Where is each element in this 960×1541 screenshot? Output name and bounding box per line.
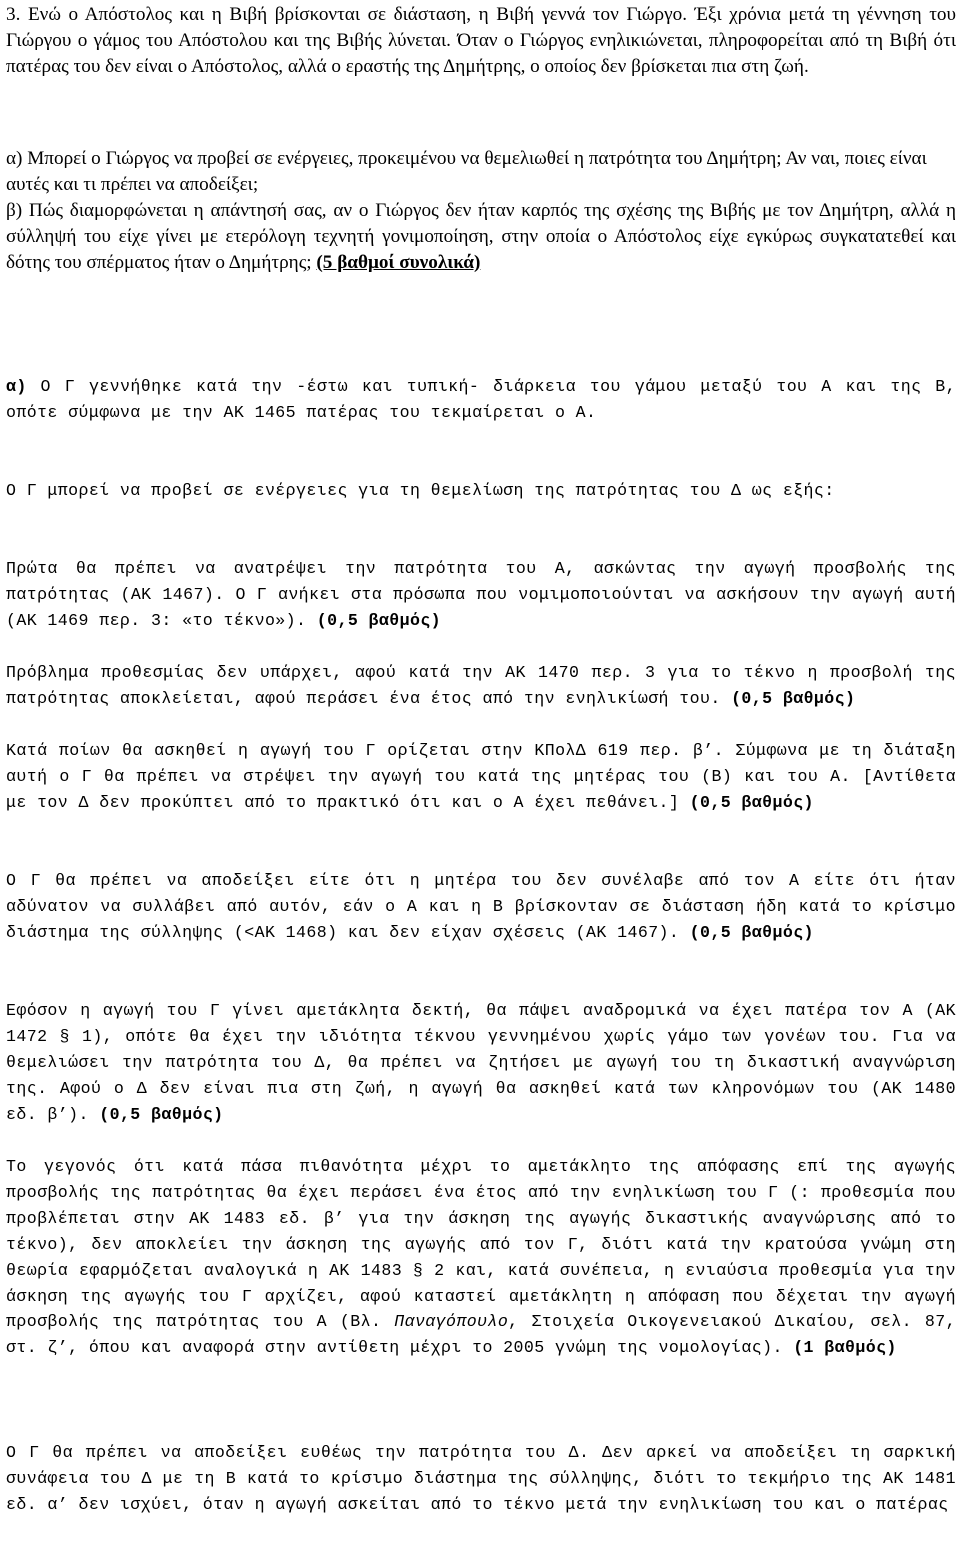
answer-paragraph-2: Ο Γ μπορεί να προβεί σε ενέργειες για τη θεμελίωση της πατρότητας του Δ ως εξής: [6,481,835,500]
question-scenario: 3. Ενώ ο Απόστολος και η Βιβή βρίσκονται σε διάσταση, η Βιβή γεννά τον Γιώργο. Έξι χρόνια μετά τη γέννηση του Γιώργου ο γάμος του Απόστολου και της Βιβής λύνεται. Όταν ο Γιώργος ενηλικιώνεται, πληροφορείται από τη Βιβή ότι πατέρας του δεν είναι ο Απόστολος, αλλά ο εραστής της Δημήτρης, ο οποίος δεν βρίσκεται πια στη ζωή. [6,4,956,77]
answer-paragraph-7 [6,998,956,1128]
question-points: (5 βαθμοί συνολικά) [316,252,481,273]
question-part-b [6,198,956,276]
cited-author: Παναγόπουλο [394,1312,509,1332]
points-badge: (0,5 βαθμός) [99,1104,224,1124]
points-badge: (0,5 βαθμός) [689,792,814,812]
answer-paragraph-4-text: Πρόβλημα προθεσμίας δεν υπάρχει, αφού κατά την ΑΚ 1470 περ. 3 για το τέκνο η προσβολή της πατρότητας αποκλείεται, αφού περάσει ένα έτος από την ενηλικίωσή του. [6,663,956,708]
answer-paragraph-6 [6,868,956,946]
question-part-a: α) Μπορεί ο Γιώργος να προβεί σε ενέργειες, προκειμένου να θεμελιωθεί η πατρότητα του Δημήτρη; Αν ναι, ποιες είναι αυτές και τι πρέπει να αποδείξει; [6,148,927,195]
answer-paragraph-6-text: Ο Γ θα πρέπει να αποδείξει είτε ότι η μητέρα του δεν συνέλαβε από τον Α είτε ότι ήταν αδύνατον να συλλάβει από αυτόν, εάν ο Α και η Β βρίσκονταν σε διάσταση ήδη κατά το κρίσιμο διάστημα της σύλληψης (<ΑΚ 1468) και δεν είχαν σχέσεις (ΑΚ 1467). [6,871,956,942]
answer-paragraph-1 [6,374,956,426]
answer-paragraph-5-text: Κατά ποίων θα ασκηθεί η αγωγή του Γ ορίζεται στην ΚΠολΔ 619 περ. β’. Σύμφωνα με τη διάταξη αυτή ο Γ θα πρέπει να στρέψει την αγωγή του κατά της μητέρας του (Β) και του Α. [Αντίθετα με τον Δ δεν προκύπτει από το πρακτικό ότι και ο Α έχει πεθάνει.] [6,741,956,812]
points-badge: (0,5 βαθμός) [689,922,814,942]
answer-paragraph-7-text: Εφόσον η αγωγή του Γ γίνει αμετάκλητα δεκτή, θα πάψει αναδρομικά να έχει πατέρα τον Α (ΑΚ 1472 § 1), οπότε θα έχει την ιδιότητα τέκνου γεννημένου χωρίς γάμο των γονέων του. Για να θεμελιώσει την πατρότητα του Δ, θα πρέπει να ζητήσει με αγωγή του τη δικαστική αναγνώριση της. Αφού ο Δ δεν είναι πια στη ζωή, η αγωγή θα ασκηθεί κατά των κληρονόμων του (ΑΚ 1480 εδ. β’). [6,1001,956,1124]
question-part-b-text: β) Πώς διαμορφώνεται η απάντησή σας, αν ο Γιώργος δεν ήταν καρπός της σχέσης της Βιβής με τον Δημήτρη, αλλά η σύλληψή του είχε γίνει με ετερόλογη τεχνητή γονιμοποίηση, στην οποία ο Απόστολος είχε εγκύρως συγκατατεθεί και δότης του σπέρματος ήταν ο Δημήτρης; [6,200,956,273]
points-badge: (1 βαθμός) [793,1338,897,1358]
answer-paragraph-8-text-2: , Στοιχεία Οικογενειακού Δικαίου, σελ. 87, στ. ζ’, όπου και αναφορά στην αντίθετη μέχρι το 2005 γνώμη της νομολογίας). [6,1312,956,1358]
points-badge: (0,5 βαθμός) [316,610,442,630]
answer-paragraph-8 [6,1154,956,1361]
answer-paragraph-8-text: Το γεγονός ότι κατά πάσα πιθανότητα μέχρι το αμετάκλητο της απόφασης επί της αγωγής προσβολής της πατρότητας θα έχει περάσει ένα έτος από την ενηλικίωση του Γ (: προθεσμία που προβλέπεται στην ΑΚ 1483 εδ. β’ για την άσκηση της αγωγής δικαστικής αναγνώρισης από το τέκνο), δεν αποκλείει την άσκηση της αγωγής από τον Γ, διότι κατά την κρατούσα γνώμη στη θεωρία εφαρμόζεται αναλογικά η ΑΚ 1483 § 2 και, κατά συνέπεια, η ενιαύσια προθεσμία για την άσκηση της αγωγής του Γ αρχίζει, αφού καταστεί αμετάκλητη η απόφαση που δέχεται την αγωγή προσβολής της πατρότητας του Α (Βλ. [6,1157,956,1332]
answer-paragraph-9: Ο Γ θα πρέπει να αποδείξει ευθέως την πατρότητα του Δ. Δεν αρκεί να αποδείξει τη σαρκική συνάφεια του Δ με τη Β κατά το κρίσιμο διάστημα της σύλληψης, διότι το τεκμήριο της ΑΚ 1481 εδ. α’ δεν ισχύει, όταν η αγωγή ασκείται από το τέκνο μετά την ενηλικίωση του και ο πατέρας [6,1443,956,1514]
points-badge: (0,5 βαθμός) [731,688,856,708]
answer-paragraph-5 [6,738,956,816]
answer-paragraph-1-text: Ο Γ γεννήθηκε κατά την -έστω και τυπική- διάρκεια του γάμου μεταξύ του Α και της Β, οπότε σύμφωνα με την ΑΚ 1465 πατέρας του τεκμαίρεται ο Α. [6,377,956,422]
answer-part-a-label: α) [6,377,27,396]
answer-paragraph-4 [6,660,956,712]
answer-paragraph-3 [6,556,956,634]
answer-paragraph-3-text: Πρώτα θα πρέπει να ανατρέψει την πατρότητα του Α, ασκώντας την αγωγή προσβολής της πατρότητας (ΑΚ 1467). Ο Γ ανήκει στα πρόσωπα που νομιμοποιούνται να ασκήσουν την αγωγή αυτή (ΑΚ 1469 περ. 3: «το τέκνο»). [6,559,956,630]
